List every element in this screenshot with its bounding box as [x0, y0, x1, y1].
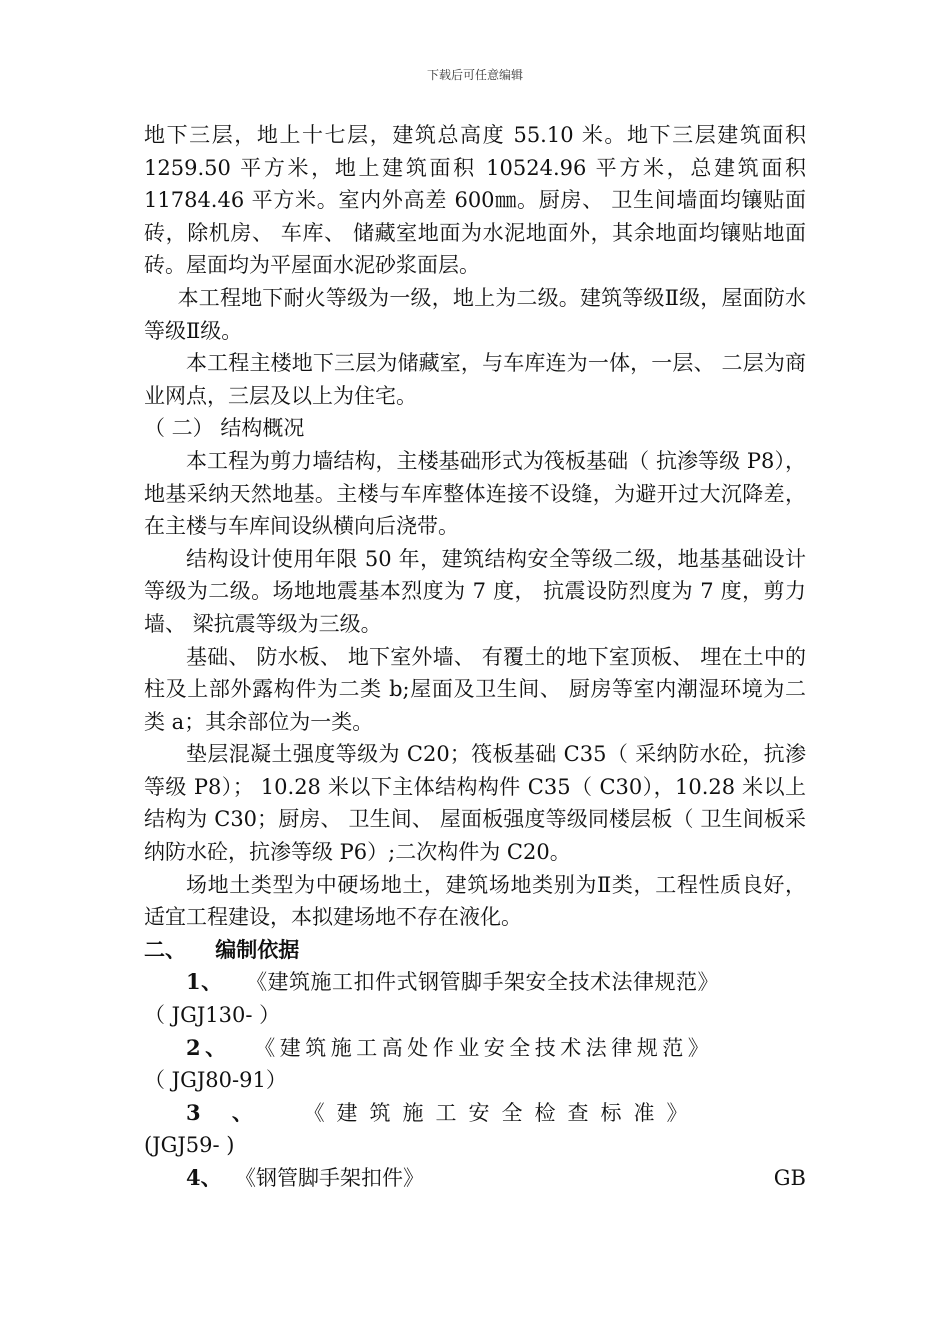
page-header: 下载后可任意编辑: [426, 68, 523, 82]
reference-title: 《建筑施工扣件式钢管脚手架安全技术法律规范》: [246, 970, 720, 995]
document-body: [144, 119, 806, 1195]
reference-item: [144, 966, 806, 1031]
reference-number: 1、: [186, 969, 223, 995]
paragraph-building-use: 本工程主楼地下三层为储藏室，与车库连为一体，一层、 二层为商业网点，三层及以上为住宅。: [144, 351, 806, 408]
paragraph-structure-type: 本工程为剪力墙结构，主楼基础形式为筏板基础（ 抗渗等级 P8），地基采纳天然地基。主楼与车库整体连接不设缝，为避开过大沉降差，在主楼与车库间设纵横向后浇带。: [144, 448, 806, 539]
reference-title: 《钢管脚手架扣件》: [234, 1166, 424, 1190]
paragraph-design-life: 结构设计使用年限 50 年，建筑结构安全等级二级，地基基础设计等级为二级。场地地震基本烈度为 7 度， 抗震设防烈度为 7 度，剪力墙、 梁抗震等级为三级。: [144, 546, 806, 636]
reference-number: 3 、: [186, 1099, 265, 1125]
reference-code: （ JGJ130- ）: [144, 1003, 281, 1028]
reference-item: [144, 1097, 806, 1162]
reference-code: （ JGJ80-91）: [144, 1068, 287, 1093]
paragraph-environment: 基础、 防水板、 地下室外墙、 有覆土的地下室顶板、 埋在土中的柱及上部外露构件为二类 b;屋面及卫生间、 厨房等室内潮湿环境为二类 a；其余部位为一类。: [144, 644, 806, 734]
subheading-structure: （ 二） 结构概况: [144, 416, 305, 441]
reference-code: (JGJ59- ): [144, 1133, 235, 1158]
section-heading-basis: 二、 编制依据: [144, 936, 300, 962]
reference-title: 《建筑施工安全检查标准》: [303, 1100, 700, 1125]
reference-item: [144, 1162, 806, 1195]
reference-code: GB: [773, 1166, 806, 1190]
reference-number: 2、: [186, 1034, 231, 1060]
reference-number: 4、: [186, 1165, 222, 1190]
paragraph-fire-rating: 本工程地下耐火等级为一级，地上为二级。建筑等级Ⅱ级，屋面防水等级Ⅱ级。: [144, 285, 806, 343]
paragraph-site-soil: 场地土类型为中硬场地土，建筑场地类别为Ⅱ类，工程性质良好，适宜工程建设，本拟建场地不存在液化。: [144, 872, 806, 930]
reference-item: [144, 1032, 806, 1097]
paragraph-building-overview: 地下三层，地上十七层，建筑总高度 55.10 米。地下三层建筑面积 1259.50 平方米，地上建筑面积 10524.96 平方米，总建筑面积 11784.46 平方米。室内外高差 600㎜。厨房、 卫生间墙面均镶贴面砖，除机房、 车库、 储藏室地面为水泥地面外，其余地面均镶贴地面砖。屋面均为平屋面水泥砂浆面层。: [144, 123, 806, 278]
paragraph-concrete-grade: 垫层混凝土强度等级为 C20；筏板基础 C35（ 采纳防水砼，抗渗等级 P8）； 10.28 米以下主体结构构件 C35（ C30），10.28 米以上结构为 C30；厨房、 卫生间、 屋面板强度等级同楼层板（ 卫生间板采纳防水砼，抗渗等级 P6）;二次构件为 C20。: [144, 742, 806, 865]
reference-title: 《建筑施工高处作业安全技术法律规范》: [254, 1035, 714, 1060]
